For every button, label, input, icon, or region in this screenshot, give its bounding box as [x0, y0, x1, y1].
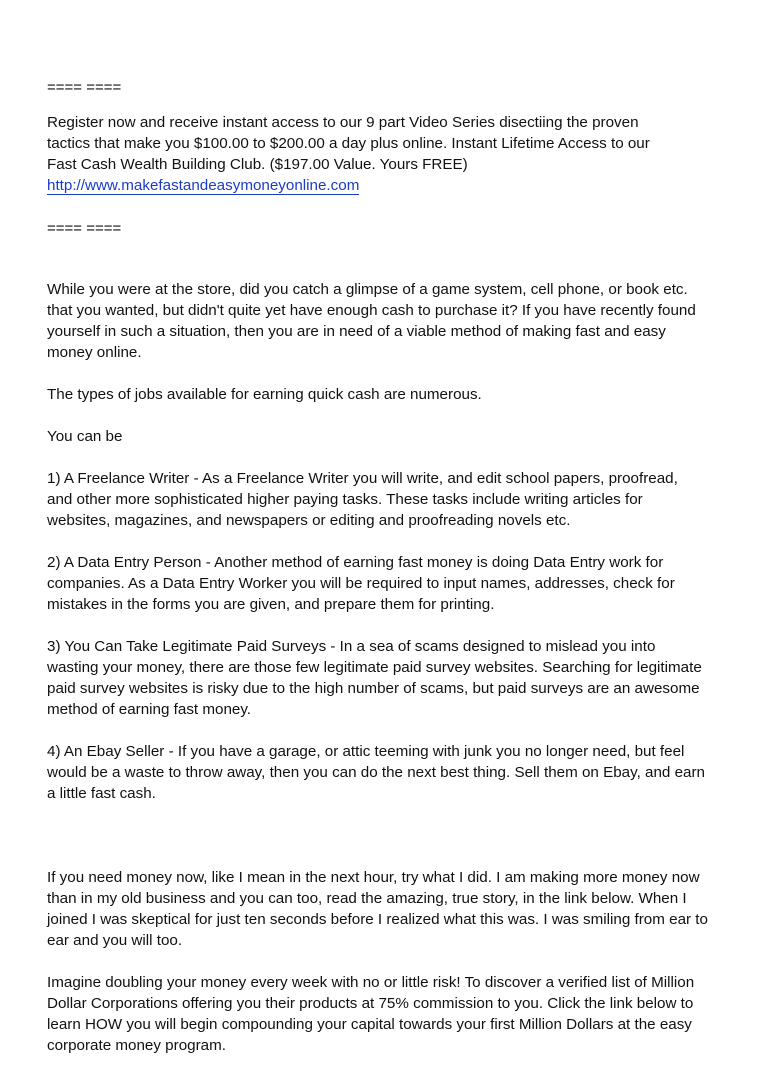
item-1-line-3: websites, magazines, and newspapers or editing and proofreading novels etc. — [47, 512, 571, 529]
need-money-line-4: ear and you will too. — [47, 932, 183, 949]
promo-line-1: Register now and receive instant access to our 9 part Video Series disectiing the proven — [47, 114, 639, 131]
item-2-line-1: 2) A Data Entry Person - Another method of earning fast money is doing Data Entry work for — [47, 554, 664, 571]
need-money-line-1: If you need money now, like I mean in the next hour, try what I did. I am making more money now — [47, 869, 700, 886]
item-1-line-1: 1) A Freelance Writer - As a Freelance Writer you will write, and edit school papers, proofread, — [47, 470, 678, 487]
intro-line-4: money online. — [47, 344, 142, 361]
imagine-line-3: learn HOW you will begin compounding your capital towards your first Million Dollars at the easy — [47, 1016, 692, 1033]
intro-line-3: yourself in such a situation, then you are in need of a viable method of making fast and easy — [47, 323, 666, 340]
you-can-be-paragraph — [47, 426, 737, 447]
imagine-paragraph — [47, 972, 737, 1056]
item-2-line-3: mistakes in the forms you are given, and prepare them for printing. — [47, 596, 495, 613]
imagine-line-2: Dollar Corporations offering you their products at 75% commission to you. Click the link below to — [47, 995, 694, 1012]
need-money-paragraph — [47, 867, 737, 951]
item-3-line-4: method of earning fast money. — [47, 701, 252, 718]
item-3-paragraph — [47, 636, 737, 720]
promo-link[interactable]: http://www.makefastandeasymoneyonline.com — [47, 177, 360, 194]
item-3-line-3: paid survey websites is risky due to the high number of scams, but paid surveys are an awesome — [47, 680, 700, 697]
promo-block — [47, 112, 737, 196]
need-money-line-2: than in my old business and you can too, read the amazing, true story, in the link below. When I — [47, 890, 687, 907]
types-line: The types of jobs available for earning quick cash are numerous. — [47, 386, 482, 403]
imagine-line-4: corporate money program. — [47, 1037, 226, 1054]
item-4-paragraph — [47, 741, 737, 804]
intro-paragraph — [47, 279, 737, 363]
item-3-line-2: wasting your money, there are those few legitimate paid survey websites. Searching for legitimate — [47, 659, 702, 676]
promo-line-2: tactics that make you $100.00 to $200.00 a day plus online. Instant Lifetime Access to our — [47, 135, 650, 152]
item-4-line-2: would be a waste to throw away, then you can do the next best thing. Sell them on Ebay, and earn — [47, 764, 705, 781]
promo-line-3: Fast Cash Wealth Building Club. ($197.00 Value. Yours FREE) — [47, 156, 468, 173]
item-1-paragraph — [47, 468, 737, 531]
you-can-be-line: You can be — [47, 428, 123, 445]
imagine-line-1: Imagine doubling your money every week with no or little risk! To discover a verified list of Million — [47, 974, 695, 991]
separator-top: ==== ==== — [47, 79, 122, 96]
item-2-paragraph — [47, 552, 737, 615]
intro-line-1: While you were at the store, did you catch a glimpse of a game system, cell phone, or book etc. — [47, 281, 688, 298]
intro-line-2: that you wanted, but didn't quite yet have enough cash to purchase it? If you have recently found — [47, 302, 696, 319]
types-paragraph — [47, 384, 737, 405]
item-1-line-2: and other more sophisticated higher paying tasks. These tasks include writing articles for — [47, 491, 643, 508]
item-4-line-1: 4) An Ebay Seller - If you have a garage, or attic teeming with junk you no longer need, but feel — [47, 743, 685, 760]
item-3-line-1: 3) You Can Take Legitimate Paid Surveys - In a sea of scams designed to mislead you into — [47, 638, 656, 655]
item-4-line-3: a little fast cash. — [47, 785, 156, 802]
item-2-line-2: companies. As a Data Entry Worker you will be required to input names, addresses, check for — [47, 575, 675, 592]
need-money-line-3: joined I was skeptical for just ten seconds before I realized what this was. I was smiling from ear to — [47, 911, 708, 928]
separator-bottom: ==== ==== — [47, 220, 122, 237]
